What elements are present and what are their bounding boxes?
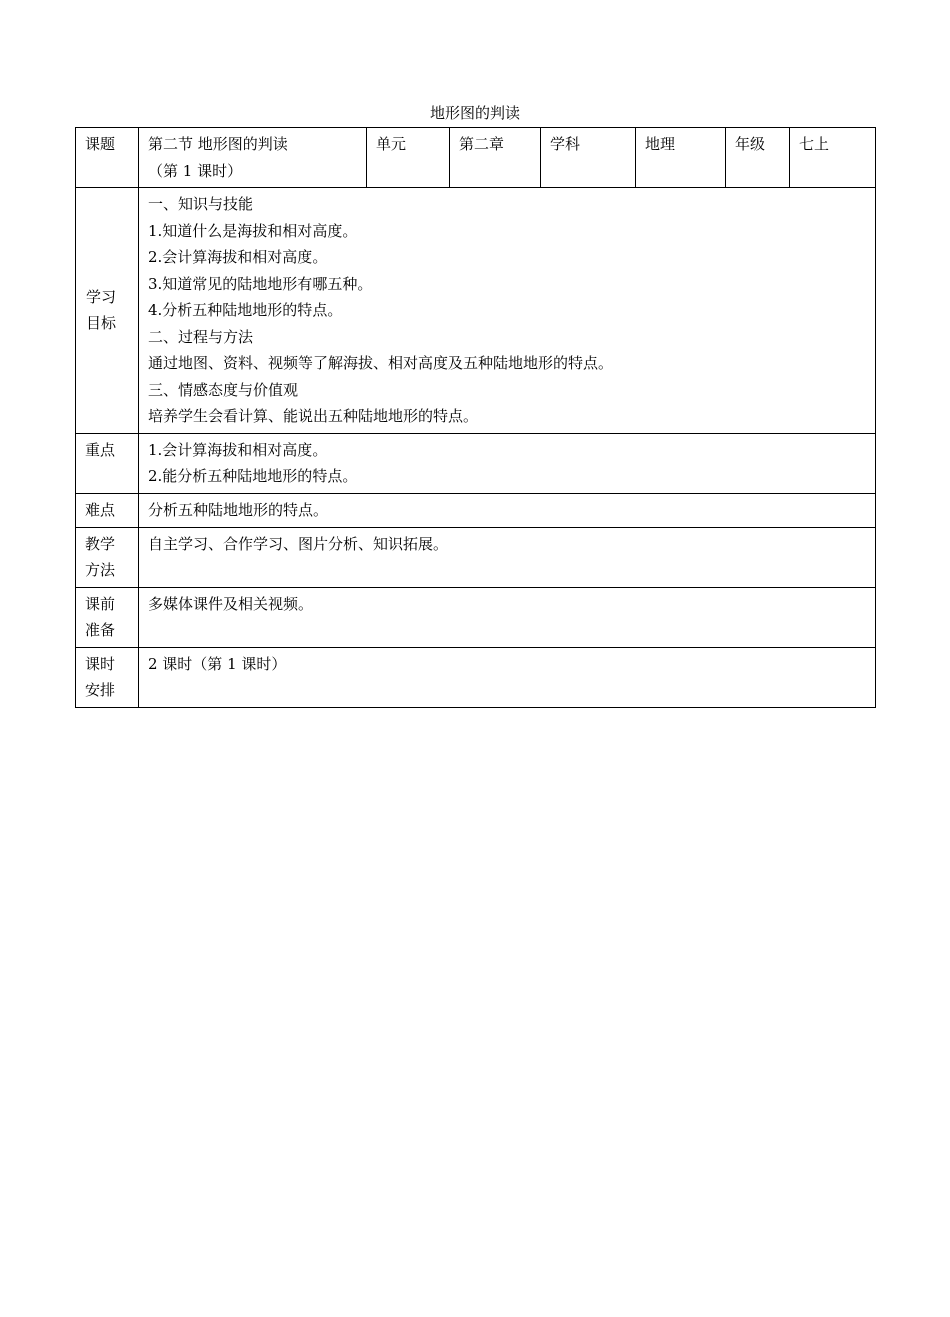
goals-row <box>76 188 876 434</box>
schedule-content: 2 课时（第 1 课时） <box>139 647 876 707</box>
method-row <box>76 527 876 587</box>
goals-line: 培养学生会看计算、能说出五种陆地地形的特点。 <box>148 407 479 425</box>
goals-line: 通过地图、资料、视频等了解海拔、相对高度及五种陆地地形的特点。 <box>148 354 614 372</box>
preparation-content: 多媒体课件及相关视频。 <box>139 587 876 647</box>
header-row <box>76 128 876 188</box>
schedule-row <box>76 647 876 707</box>
method-content: 自主学习、合作学习、图片分析、知识拓展。 <box>139 527 876 587</box>
key-points-row <box>76 433 876 493</box>
difficulty-label: 难点 <box>76 493 139 527</box>
topic-value: 第二节 地形图的判读 （第 1 课时） <box>139 128 367 188</box>
goals-line: 一、知识与技能 <box>148 195 254 213</box>
goals-label: 学习 目标 <box>76 188 139 434</box>
schedule-label: 课时 安排 <box>76 647 139 707</box>
key-points-content <box>139 433 876 493</box>
goals-line: 三、情感态度与价值观 <box>148 380 299 399</box>
unit-value: 第二章 <box>450 128 541 188</box>
subject-value: 地理 <box>636 128 726 188</box>
goals-line: 4.分析五种陆地地形的特点。 <box>148 301 343 319</box>
method-label: 教学 方法 <box>76 527 139 587</box>
preparation-row <box>76 587 876 647</box>
difficulty-row <box>76 493 876 527</box>
goals-line: 3.知道常见的陆地地形有哪五种。 <box>148 274 373 293</box>
key-point-line: 2.能分析五种陆地地形的特点。 <box>148 467 358 485</box>
preparation-label: 课前 准备 <box>76 587 139 647</box>
topic-label: 课题 <box>76 128 139 188</box>
document-title: 地形图的判读 <box>429 104 520 122</box>
lesson-plan-table <box>75 127 876 708</box>
grade-value: 七上 <box>790 128 876 188</box>
goals-content <box>139 188 876 434</box>
goals-line: 2.会计算海拔和相对高度。 <box>148 248 328 266</box>
subject-label: 学科 <box>541 128 636 188</box>
key-points-label: 重点 <box>76 433 139 493</box>
unit-label: 单元 <box>367 128 450 188</box>
goals-line: 1.知道什么是海拔和相对高度。 <box>148 221 358 240</box>
goals-line: 二、过程与方法 <box>148 327 254 346</box>
key-point-line: 1.会计算海拔和相对高度。 <box>148 440 328 459</box>
grade-label: 年级 <box>726 128 790 188</box>
difficulty-content: 分析五种陆地地形的特点。 <box>139 493 876 527</box>
